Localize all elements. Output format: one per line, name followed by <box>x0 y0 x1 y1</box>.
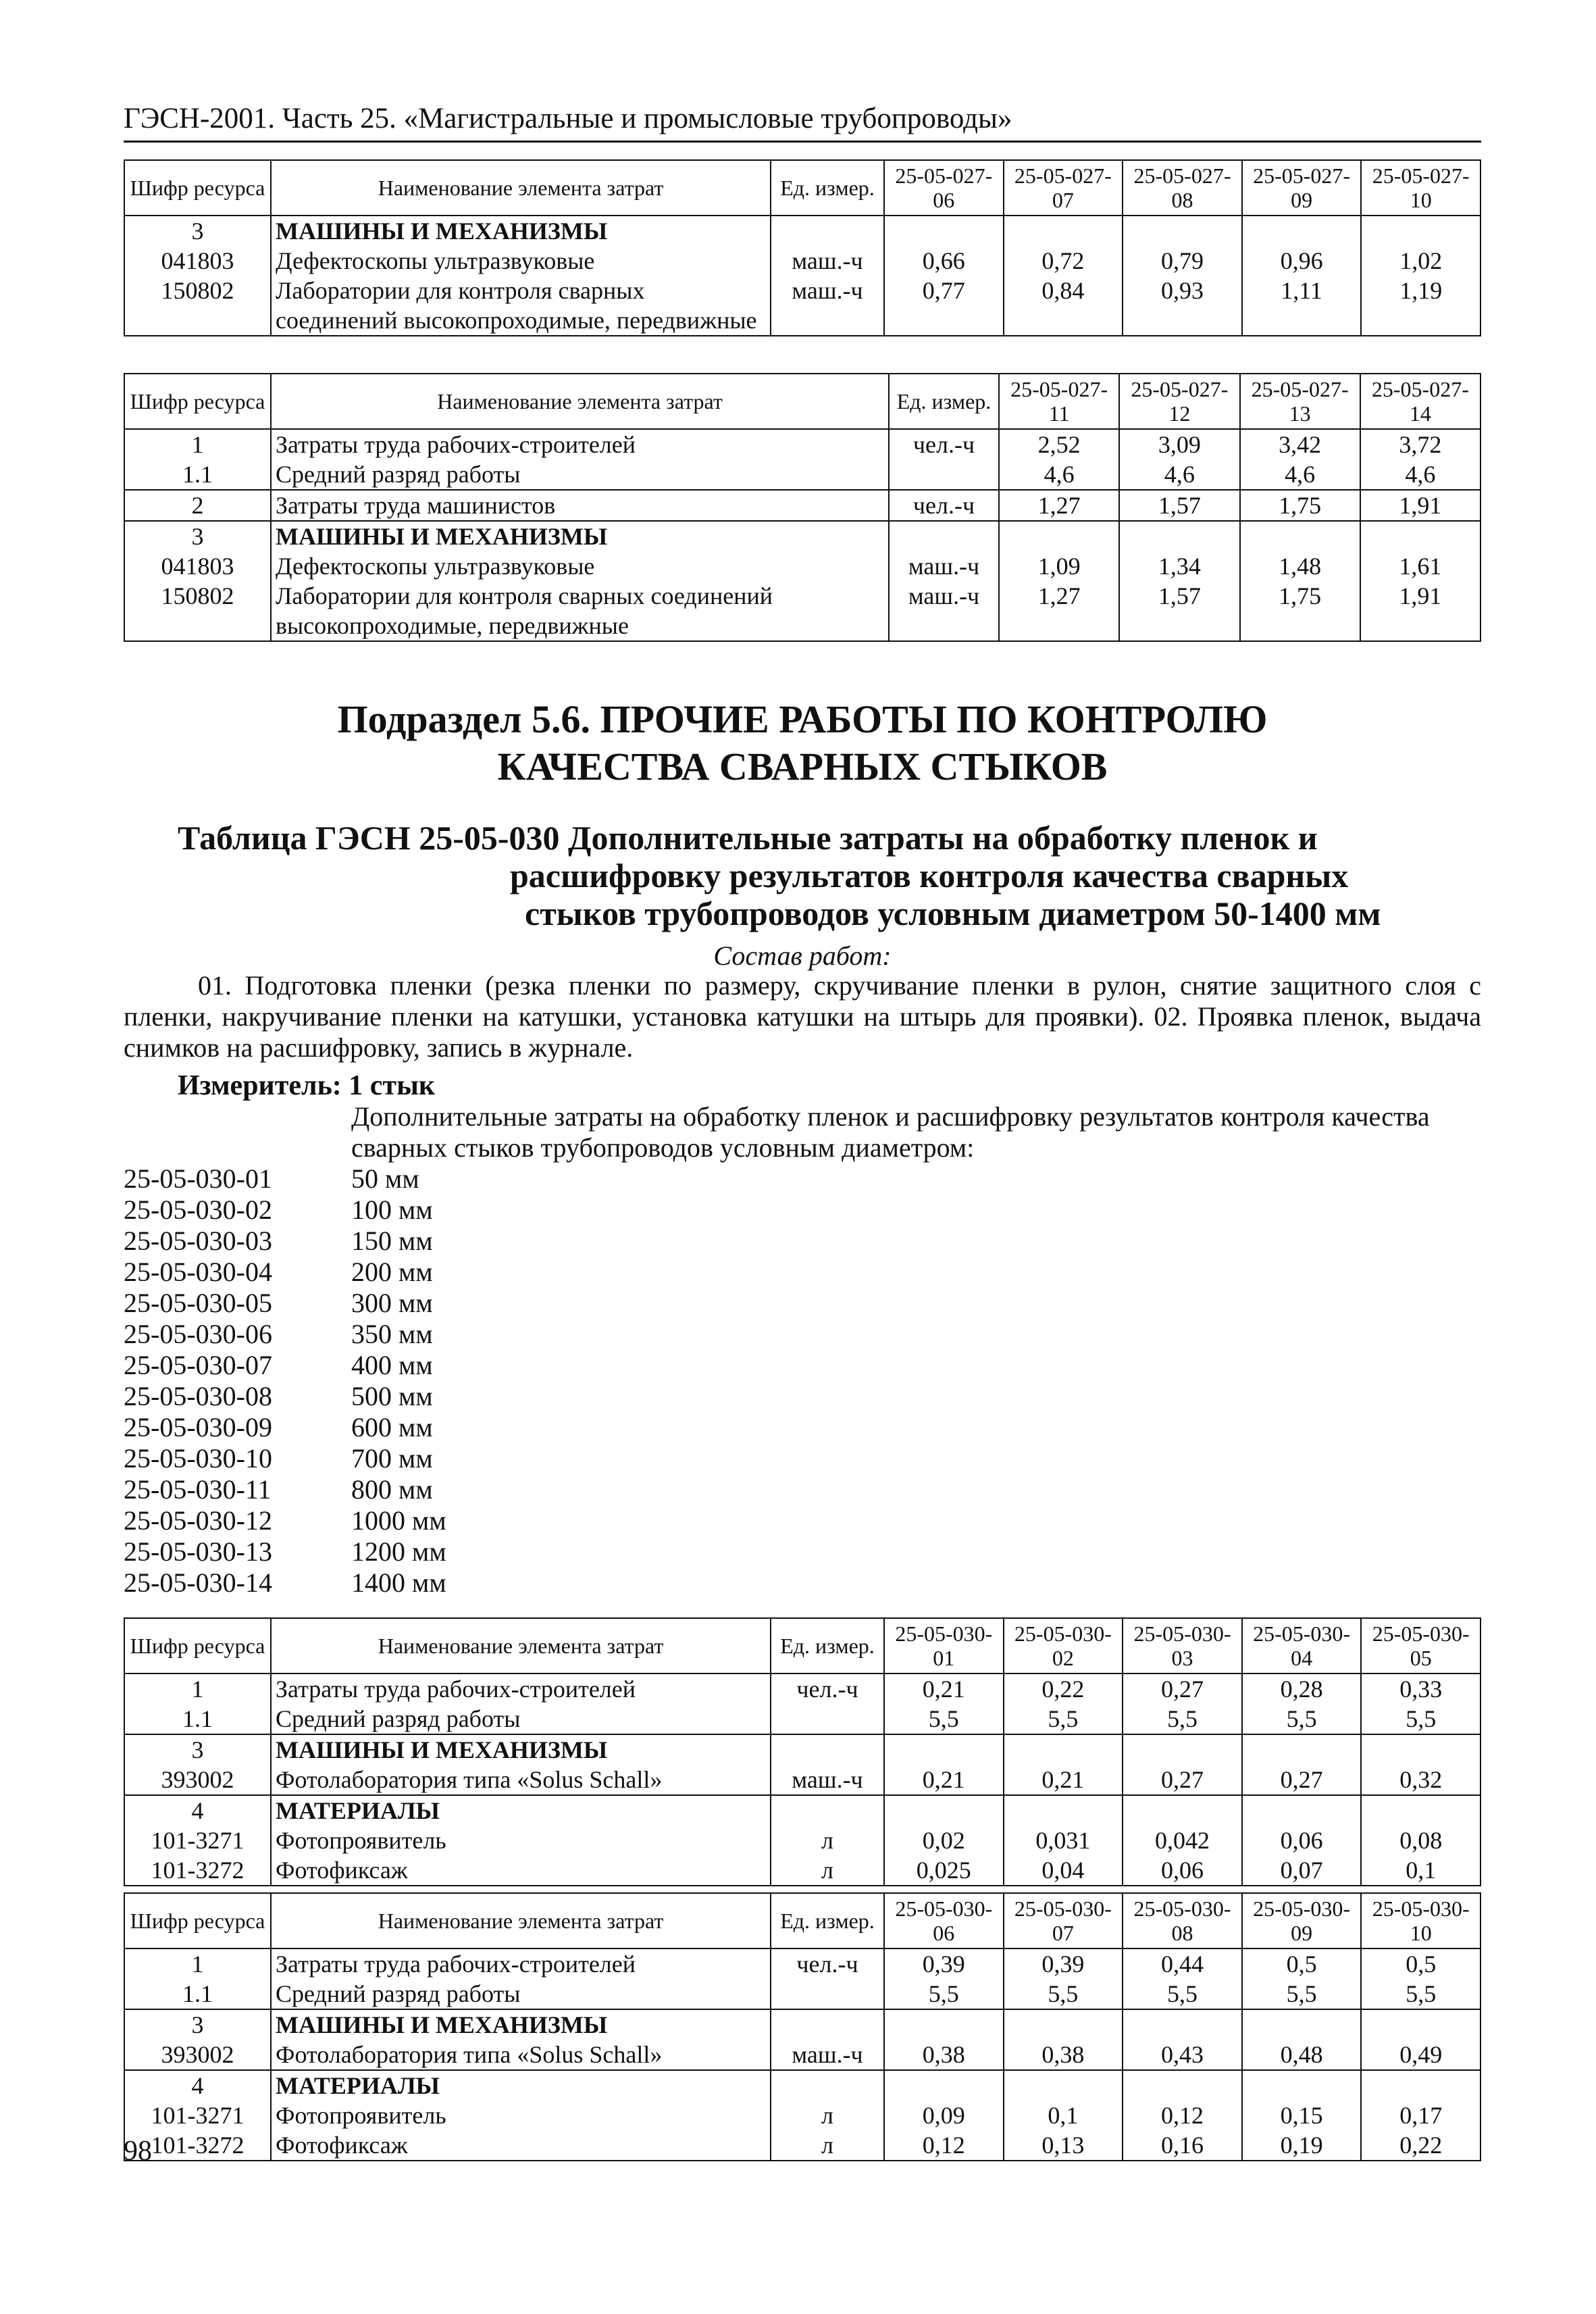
diameter-value: 150 мм <box>351 1226 433 1256</box>
diameter-value: 200 мм <box>351 1257 433 1287</box>
composition-title: Состав работ: <box>713 940 892 971</box>
intro-text: Дополнительные затраты на обработку пленок и расшифровку результатов контроля качества сварных стыков трубопроводов условным диаметром: <box>351 1101 1430 1163</box>
norm-code: 25-05-030-03 <box>124 1226 272 1256</box>
norm-code: 25-05-030-09 <box>124 1412 272 1442</box>
col-header-code: Шифр ресурса <box>124 374 271 429</box>
norm-code: 25-05-030-08 <box>124 1381 272 1411</box>
col-header-norm: 25-05-030-08 <box>1123 1893 1242 1948</box>
list-item <box>124 1194 446 1226</box>
value-cell <box>1361 2009 1481 2040</box>
value-cell <box>884 1734 1004 1765</box>
element-name-cell: Фотофиксаж <box>271 1855 771 1886</box>
value-cell: 0,15 <box>1242 2101 1362 2130</box>
value-cell: 0,32 <box>1361 1765 1481 1795</box>
value-cell <box>1119 521 1239 551</box>
element-name-cell: МАТЕРИАЛЫ <box>271 2070 771 2101</box>
value-cell: 0,33 <box>1361 1674 1481 1704</box>
norm-code: 25-05-030-07 <box>124 1350 272 1380</box>
value-cell: 0,44 <box>1123 1948 1242 1979</box>
value-cell: 0,72 <box>1004 246 1123 276</box>
diameter-value: 700 мм <box>351 1443 433 1474</box>
table-row <box>124 1674 1481 1704</box>
diameter-value: 1400 мм <box>351 1567 446 1598</box>
norm-code-list <box>124 1163 446 1599</box>
table-row <box>124 1704 1481 1734</box>
diameter-value: 400 мм <box>351 1350 433 1380</box>
value-cell: 0,27 <box>1123 1674 1242 1704</box>
value-cell: 3,72 <box>1360 429 1481 459</box>
resource-table-4 <box>124 1892 1481 2161</box>
value-cell <box>1361 216 1481 246</box>
table-row <box>124 459 1481 490</box>
col-header-norm: 25-05-030-10 <box>1361 1893 1481 1948</box>
col-header-name: Наименование элемента затрат <box>271 374 889 429</box>
value-cell: 0,66 <box>884 246 1004 276</box>
col-header-norm: 25-05-027-13 <box>1240 374 1360 429</box>
value-cell: 0,22 <box>1004 1674 1123 1704</box>
value-cell: 0,84 <box>1004 276 1123 336</box>
value-cell: 5,5 <box>1004 1979 1123 2009</box>
table-title-line: расшифровку результатов контроля качества сварных <box>510 857 1349 895</box>
resource-code-cell: 101-3271 <box>124 1826 271 1855</box>
table-row <box>124 1948 1481 1979</box>
value-cell: 1,91 <box>1360 581 1481 641</box>
diameter-value: 800 мм <box>351 1474 433 1505</box>
value-cell: 0,17 <box>1361 2101 1481 2130</box>
resource-code-cell: 4 <box>124 2070 271 2101</box>
table-row <box>124 2070 1481 2101</box>
table-header-row <box>124 1893 1481 1948</box>
unit-cell: чел.-ч <box>771 1674 884 1704</box>
value-cell <box>1123 1734 1242 1765</box>
diameter-value: 300 мм <box>351 1288 433 1318</box>
value-cell: 1,57 <box>1119 490 1239 521</box>
value-cell: 4,6 <box>1119 459 1239 490</box>
col-header-norm: 25-05-027-08 <box>1123 160 1242 216</box>
element-name-cell: Затраты труда рабочих-строителей <box>271 1948 771 1979</box>
value-cell <box>884 216 1004 246</box>
value-cell <box>1361 1795 1481 1826</box>
composition-body: 01. Подготовка пленки (резка пленки по размеру, скручивание пленки в рулон, снятие защитного слоя с пленки, накручивание пленки на катушки, установка катушки на штырь для проявки). 02. Проявка пленок, выдача снимков на расшифровку, запись в журнале. <box>124 970 1481 1063</box>
element-name-cell: Лаборатории для контроля сварных соединений высокопроходимые, передвижные <box>271 581 889 641</box>
value-cell: 0,13 <box>1004 2130 1123 2161</box>
value-cell: 1,61 <box>1360 551 1481 581</box>
table-row <box>124 2009 1481 2040</box>
list-item <box>124 1443 446 1474</box>
resource-table-2 <box>124 373 1481 642</box>
list-item <box>124 1381 446 1412</box>
value-cell: 0,21 <box>884 1674 1004 1704</box>
value-cell: 0,22 <box>1361 2130 1481 2161</box>
running-head: ГЭСН-2001. Часть 25. «Магистральные и промысловые трубопроводы» <box>124 100 1481 143</box>
element-name-cell: МАШИНЫ И МЕХАНИЗМЫ <box>271 1734 771 1765</box>
element-name-cell: Затраты труда машинистов <box>271 490 889 521</box>
value-cell: 0,1 <box>1361 1855 1481 1886</box>
unit-cell: маш.-ч <box>771 276 884 336</box>
value-cell <box>1123 2070 1242 2101</box>
list-item <box>124 1319 446 1350</box>
list-item <box>124 1226 446 1257</box>
value-cell: 5,5 <box>884 1979 1004 2009</box>
list-item <box>124 1474 446 1505</box>
value-cell: 0,39 <box>1004 1948 1123 1979</box>
col-header-norm: 25-05-030-06 <box>884 1893 1004 1948</box>
resource-table-1 <box>124 159 1481 336</box>
value-cell: 1,75 <box>1240 490 1360 521</box>
value-cell: 0,48 <box>1242 2040 1362 2070</box>
value-cell: 1,27 <box>999 490 1119 521</box>
list-item <box>124 1412 446 1443</box>
value-cell <box>1242 1734 1362 1765</box>
value-cell: 0,39 <box>884 1948 1004 1979</box>
resource-code-cell: 1.1 <box>124 1704 271 1734</box>
value-cell: 0,06 <box>1123 1855 1242 1886</box>
table-row <box>124 521 1481 551</box>
col-header-name: Наименование элемента затрат <box>271 160 771 216</box>
value-cell <box>999 521 1119 551</box>
value-cell: 0,21 <box>1004 1765 1123 1795</box>
col-header-norm: 25-05-027-06 <box>884 160 1004 216</box>
norm-code: 25-05-030-10 <box>124 1443 272 1474</box>
col-header-norm: 25-05-030-01 <box>884 1618 1004 1674</box>
value-cell <box>884 2070 1004 2101</box>
value-cell: 0,042 <box>1123 1826 1242 1855</box>
meter-line: Измеритель: 1 стык <box>178 1070 436 1101</box>
diameter-value: 500 мм <box>351 1381 433 1411</box>
resource-code-cell: 1 <box>124 429 271 459</box>
table-body <box>124 1893 1481 2161</box>
element-name-cell: Фотофиксаж <box>271 2130 771 2161</box>
col-header-norm: 25-05-030-07 <box>1004 1893 1123 1948</box>
resource-code-cell: 041803 <box>124 246 271 276</box>
value-cell: 0,16 <box>1123 2130 1242 2161</box>
unit-cell <box>889 521 999 551</box>
resource-code-cell: 2 <box>124 490 271 521</box>
value-cell: 0,02 <box>884 1826 1004 1855</box>
unit-cell <box>771 2009 884 2040</box>
value-cell <box>884 1795 1004 1826</box>
col-header-norm: 25-05-027-07 <box>1004 160 1123 216</box>
unit-cell: л <box>771 2130 884 2161</box>
table-row <box>124 2130 1481 2161</box>
value-cell: 0,5 <box>1361 1948 1481 1979</box>
col-header-name: Наименование элемента затрат <box>271 1618 771 1674</box>
table-title <box>124 819 1481 932</box>
col-header-norm: 25-05-030-09 <box>1242 1893 1362 1948</box>
resource-code-cell: 101-3272 <box>124 1855 271 1886</box>
col-header-norm: 25-05-027-14 <box>1360 374 1481 429</box>
value-cell <box>1004 1734 1123 1765</box>
value-cell <box>1123 2009 1242 2040</box>
value-cell: 0,38 <box>884 2040 1004 2070</box>
table-title-line: стыков трубопроводов условным диаметром 50-1400 мм <box>525 895 1381 932</box>
norm-code: 25-05-030-14 <box>124 1567 272 1598</box>
col-header-unit: Ед. измер. <box>771 160 884 216</box>
value-cell: 0,12 <box>1123 2101 1242 2130</box>
value-cell: 0,38 <box>1004 2040 1123 2070</box>
col-header-norm: 25-05-027-12 <box>1119 374 1239 429</box>
table-header-row <box>124 1618 1481 1674</box>
unit-cell <box>771 1979 884 2009</box>
col-header-norm: 25-05-030-04 <box>1242 1618 1362 1674</box>
resource-table-3 <box>124 1617 1481 1886</box>
resource-code-cell: 1.1 <box>124 459 271 490</box>
value-cell: 0,04 <box>1004 1855 1123 1886</box>
value-cell <box>1004 2009 1123 2040</box>
diameter-value: 50 мм <box>351 1163 419 1194</box>
unit-cell <box>771 1734 884 1765</box>
col-header-code: Шифр ресурса <box>124 1893 271 1948</box>
element-name-cell: Дефектоскопы ультразвуковые <box>271 551 889 581</box>
unit-cell: маш.-ч <box>771 2040 884 2070</box>
unit-cell <box>771 2070 884 2101</box>
value-cell: 5,5 <box>1361 1704 1481 1734</box>
table-row <box>124 490 1481 521</box>
list-item <box>124 1536 446 1567</box>
resource-code-cell: 3 <box>124 216 271 246</box>
value-cell <box>1004 1795 1123 1826</box>
element-name-cell: Затраты труда рабочих-строителей <box>271 429 889 459</box>
value-cell: 4,6 <box>1240 459 1360 490</box>
resource-code-cell: 041803 <box>124 551 271 581</box>
value-cell: 0,21 <box>884 1765 1004 1795</box>
element-name-cell: Средний разряд работы <box>271 1704 771 1734</box>
unit-cell <box>889 459 999 490</box>
unit-cell: маш.-ч <box>771 246 884 276</box>
value-cell: 5,5 <box>1123 1979 1242 2009</box>
value-cell: 4,6 <box>999 459 1119 490</box>
norm-code: 25-05-030-01 <box>124 1163 272 1194</box>
element-name-cell: Фотолаборатория типа «Solus Schall» <box>271 2040 771 2070</box>
value-cell <box>1123 1795 1242 1826</box>
element-name-cell: Дефектоскопы ультразвуковые <box>271 246 771 276</box>
norm-code: 25-05-030-06 <box>124 1319 272 1349</box>
table-body <box>124 374 1481 641</box>
diameter-value: 1000 мм <box>351 1505 446 1536</box>
value-cell <box>1242 2009 1362 2040</box>
col-header-norm: 25-05-027-10 <box>1361 160 1481 216</box>
element-name-cell: Фотопроявитель <box>271 1826 771 1855</box>
table-row <box>124 1734 1481 1765</box>
norm-code: 25-05-030-12 <box>124 1505 272 1536</box>
value-cell <box>1360 521 1481 551</box>
value-cell: 1,02 <box>1361 246 1481 276</box>
diameter-value: 600 мм <box>351 1412 433 1442</box>
col-header-code: Шифр ресурса <box>124 160 271 216</box>
value-cell: 0,07 <box>1242 1855 1362 1886</box>
norm-code: 25-05-030-11 <box>124 1474 272 1505</box>
value-cell <box>1004 2070 1123 2101</box>
value-cell <box>1242 1795 1362 1826</box>
table-row <box>124 581 1481 641</box>
value-cell: 1,19 <box>1361 276 1481 336</box>
value-cell: 5,5 <box>1361 1979 1481 2009</box>
value-cell: 1,11 <box>1242 276 1362 336</box>
norm-code: 25-05-030-02 <box>124 1194 272 1225</box>
value-cell: 0,79 <box>1123 246 1242 276</box>
table-row <box>124 1855 1481 1886</box>
value-cell: 0,12 <box>884 2130 1004 2161</box>
resource-code-cell: 1 <box>124 1948 271 1979</box>
resource-code-cell: 101-3272 <box>124 2130 271 2161</box>
table-row <box>124 2101 1481 2130</box>
resource-code-cell: 3 <box>124 521 271 551</box>
value-cell: 1,34 <box>1119 551 1239 581</box>
col-header-name: Наименование элемента затрат <box>271 1893 771 1948</box>
value-cell: 3,42 <box>1240 429 1360 459</box>
resource-code-cell: 393002 <box>124 1765 271 1795</box>
value-cell: 1,27 <box>999 581 1119 641</box>
value-cell <box>1361 1734 1481 1765</box>
value-cell: 0,06 <box>1242 1826 1362 1855</box>
unit-cell: маш.-ч <box>889 551 999 581</box>
subsection-title: Подраздел 5.6. ПРОЧИЕ РАБОТЫ ПО КОНТРОЛЮ КАЧЕСТВА СВАРНЫХ СТЫКОВ <box>337 697 1268 788</box>
norm-code: 25-05-030-04 <box>124 1257 272 1287</box>
list-item <box>124 1288 446 1319</box>
value-cell: 0,025 <box>884 1855 1004 1886</box>
value-cell <box>884 2009 1004 2040</box>
value-cell: 0,96 <box>1242 246 1362 276</box>
table-row <box>124 216 1481 246</box>
col-header-unit: Ед. измер. <box>889 374 999 429</box>
value-cell <box>1240 521 1360 551</box>
value-cell: 5,5 <box>1123 1704 1242 1734</box>
value-cell: 1,09 <box>999 551 1119 581</box>
resource-code-cell: 4 <box>124 1795 271 1826</box>
unit-cell: маш.-ч <box>889 581 999 641</box>
unit-cell <box>771 216 884 246</box>
value-cell: 0,031 <box>1004 1826 1123 1855</box>
unit-cell: маш.-ч <box>771 1765 884 1795</box>
value-cell: 5,5 <box>884 1704 1004 1734</box>
value-cell: 0,19 <box>1242 2130 1362 2161</box>
list-item <box>124 1163 446 1194</box>
value-cell: 4,6 <box>1360 459 1481 490</box>
value-cell: 2,52 <box>999 429 1119 459</box>
resource-code-cell: 3 <box>124 1734 271 1765</box>
list-item <box>124 1257 446 1288</box>
list-item <box>124 1505 446 1536</box>
element-name-cell: Затраты труда рабочих-строителей <box>271 1674 771 1704</box>
table-body <box>124 1618 1481 1886</box>
table-body <box>124 160 1481 336</box>
diameter-value: 100 мм <box>351 1194 433 1225</box>
element-name-cell: Средний разряд работы <box>271 1979 771 2009</box>
table-header-row <box>124 160 1481 216</box>
unit-cell <box>771 1795 884 1826</box>
value-cell: 5,5 <box>1242 1704 1362 1734</box>
value-cell: 0,08 <box>1361 1826 1481 1855</box>
value-cell: 0,93 <box>1123 276 1242 336</box>
table-header-row <box>124 374 1481 429</box>
col-header-unit: Ед. измер. <box>771 1618 884 1674</box>
value-cell: 5,5 <box>1242 1979 1362 2009</box>
value-cell: 0,27 <box>1123 1765 1242 1795</box>
value-cell <box>1361 2070 1481 2101</box>
value-cell: 5,5 <box>1004 1704 1123 1734</box>
resource-code-cell: 393002 <box>124 2040 271 2070</box>
col-header-code: Шифр ресурса <box>124 1618 271 1674</box>
element-name-cell: Лаборатории для контроля сварных соединений высокопроходимые, передвижные <box>271 276 771 336</box>
unit-cell: чел.-ч <box>771 1948 884 1979</box>
col-header-norm: 25-05-030-03 <box>1123 1618 1242 1674</box>
value-cell: 0,77 <box>884 276 1004 336</box>
col-header-unit: Ед. измер. <box>771 1893 884 1948</box>
resource-code-cell: 101-3271 <box>124 2101 271 2130</box>
resource-code-cell: 150802 <box>124 276 271 336</box>
element-name-cell: МАТЕРИАЛЫ <box>271 1795 771 1826</box>
list-item <box>124 1567 446 1599</box>
resource-code-cell: 1 <box>124 1674 271 1704</box>
table-row <box>124 1795 1481 1826</box>
unit-cell: чел.-ч <box>889 490 999 521</box>
table-row <box>124 1826 1481 1855</box>
value-cell: 0,09 <box>884 2101 1004 2130</box>
table-row <box>124 1765 1481 1795</box>
value-cell <box>1242 216 1362 246</box>
value-cell: 3,09 <box>1119 429 1239 459</box>
col-header-norm: 25-05-027-11 <box>999 374 1119 429</box>
value-cell <box>1242 2070 1362 2101</box>
table-row <box>124 246 1481 276</box>
value-cell <box>1123 216 1242 246</box>
table-row <box>124 2040 1481 2070</box>
table-row <box>124 551 1481 581</box>
unit-cell: л <box>771 2101 884 2130</box>
unit-cell <box>771 1704 884 1734</box>
element-name-cell: Фотопроявитель <box>271 2101 771 2130</box>
col-header-norm: 25-05-027-09 <box>1242 160 1362 216</box>
value-cell: 0,1 <box>1004 2101 1123 2130</box>
list-item <box>124 1350 446 1381</box>
value-cell: 0,28 <box>1242 1674 1362 1704</box>
value-cell: 1,48 <box>1240 551 1360 581</box>
unit-cell: чел.-ч <box>889 429 999 459</box>
value-cell: 0,5 <box>1242 1948 1362 1979</box>
element-name-cell: Фотолаборатория типа «Solus Schall» <box>271 1765 771 1795</box>
resource-code-cell: 3 <box>124 2009 271 2040</box>
norm-code: 25-05-030-05 <box>124 1288 272 1318</box>
value-cell: 0,43 <box>1123 2040 1242 2070</box>
element-name-cell: Средний разряд работы <box>271 459 889 490</box>
col-header-norm: 25-05-030-05 <box>1361 1618 1481 1674</box>
table-title-line: Таблица ГЭСН 25-05-030 Дополнительные затраты на обработку пленок и <box>178 819 1318 857</box>
table-row <box>124 276 1481 336</box>
value-cell <box>1004 216 1123 246</box>
value-cell: 1,57 <box>1119 581 1239 641</box>
diameter-value: 1200 мм <box>351 1536 446 1567</box>
page-number: 98 <box>124 2136 152 2167</box>
value-cell: 1,91 <box>1360 490 1481 521</box>
table-row <box>124 1979 1481 2009</box>
norm-code: 25-05-030-13 <box>124 1536 272 1567</box>
value-cell: 1,75 <box>1240 581 1360 641</box>
value-cell: 0,49 <box>1361 2040 1481 2070</box>
unit-cell: л <box>771 1826 884 1855</box>
element-name-cell: МАШИНЫ И МЕХАНИЗМЫ <box>271 521 889 551</box>
diameter-value: 350 мм <box>351 1319 433 1349</box>
value-cell: 0,27 <box>1242 1765 1362 1795</box>
unit-cell: л <box>771 1855 884 1886</box>
element-name-cell: МАШИНЫ И МЕХАНИЗМЫ <box>271 216 771 246</box>
resource-code-cell: 150802 <box>124 581 271 641</box>
element-name-cell: МАШИНЫ И МЕХАНИЗМЫ <box>271 2009 771 2040</box>
table-row <box>124 429 1481 459</box>
col-header-norm: 25-05-030-02 <box>1004 1618 1123 1674</box>
resource-code-cell: 1.1 <box>124 1979 271 2009</box>
